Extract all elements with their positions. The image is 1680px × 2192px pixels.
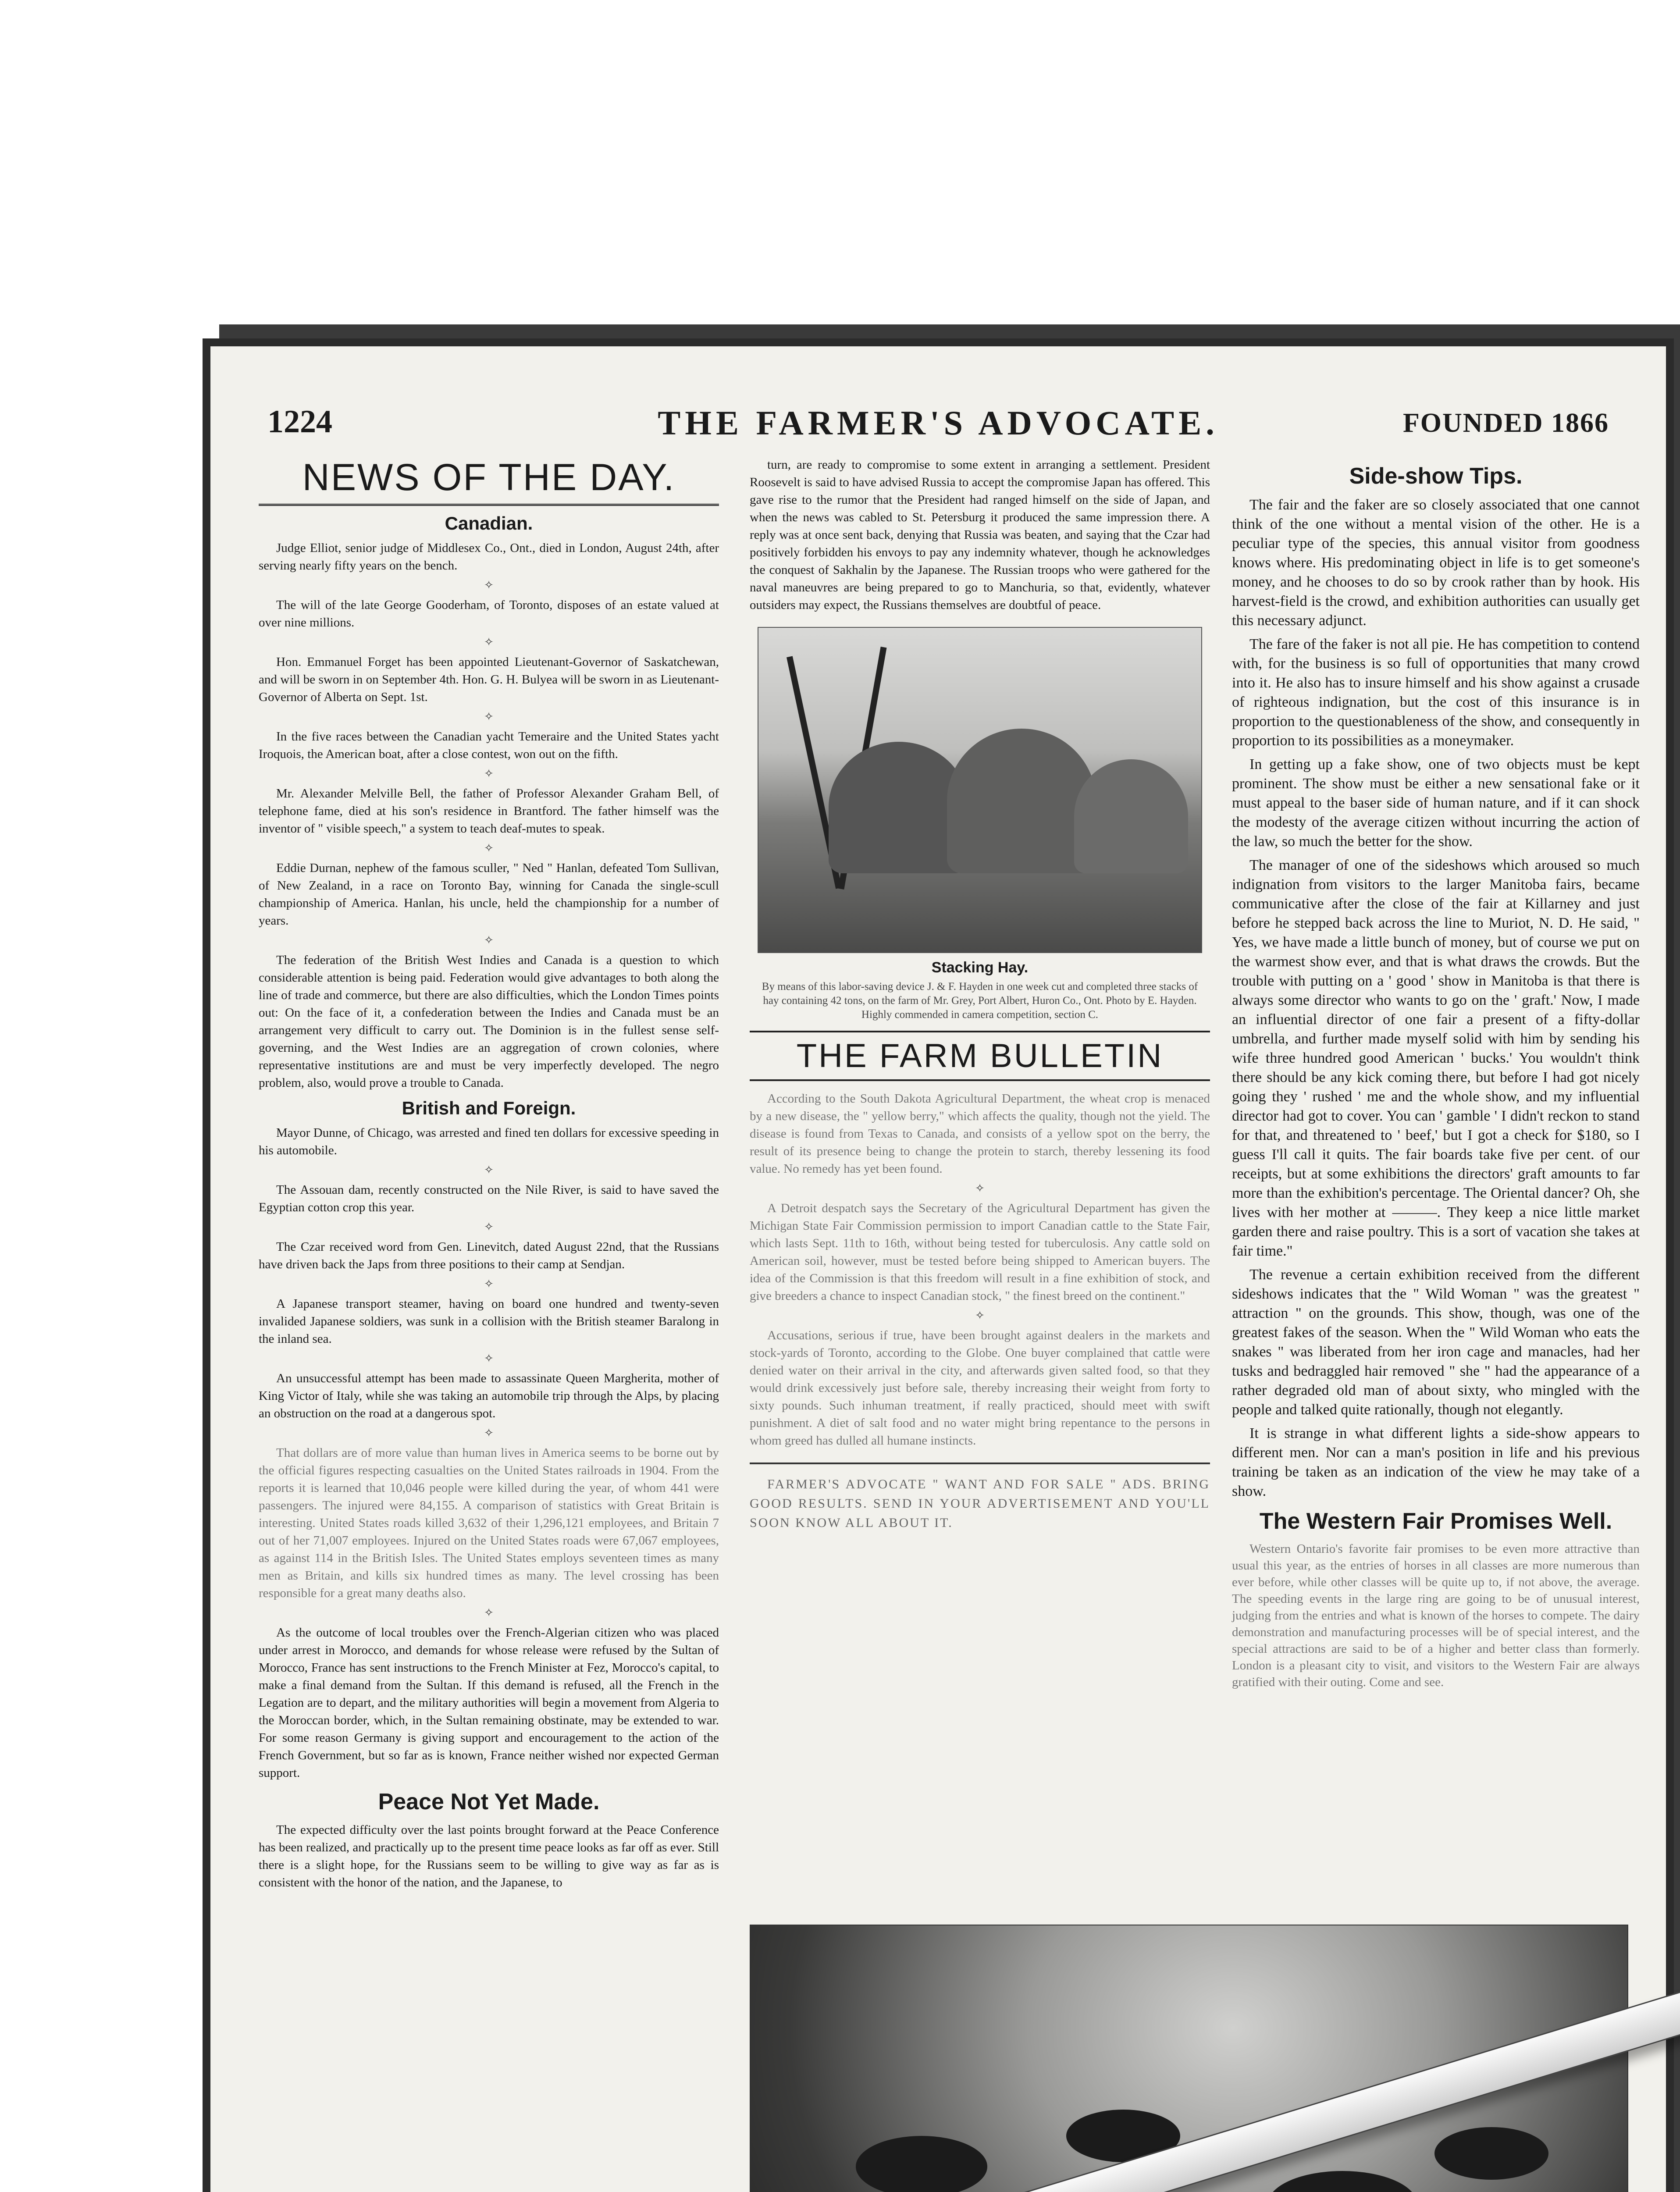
section-british-foreign: British and Foreign. xyxy=(402,1098,576,1118)
hay-stack xyxy=(1074,759,1188,873)
page-header xyxy=(267,403,1609,452)
ad-text: FARMER'S ADVOCATE " WANT AND FOR SALE " ADS. BRING GOOD RESULTS. SEND IN YOUR ADVERTISEMENT AND YOU'LL SOON KNOW ALL ABOUT IT. xyxy=(750,1477,1210,1530)
farm-bulletin-title: THE FARM BULLETIN xyxy=(796,1037,1164,1075)
separator: ✧ xyxy=(484,842,494,854)
separator: ✧ xyxy=(484,636,494,648)
hay-stack xyxy=(947,729,1096,873)
article-paragraph: The revenue a certain exhibition received from the different sideshows indicates that the " Wild Woman " was the greatest " attraction " on the grounds. This show, though, was one of the greatest fakes of the season. When the " Wild Woman who eats the snakes " was liberated from her iron cage and manacles, had her tusks and bedraggled hair removed " she " had the appearance of a rather degraded old man of about sixty, who mingled with the people and talked quite rationally, though not elegantly. xyxy=(1232,1267,1640,1418)
separator: ✧ xyxy=(484,1352,494,1365)
column-middle xyxy=(750,456,1210,1537)
column-news xyxy=(259,456,719,1896)
news-item: In the five races between the Canadian yacht Temeraire and the United States yacht Iroquois, the American boat, after a close contest, won out on the fifth. xyxy=(259,729,719,761)
news-item: That dollars are of more value than human lives in America seems to be borne out by the official figures respecting casualties on the United States railroads in 1904. From the reports it is learned that 10,046 people were killed during the year, of whom 441 were passengers. The injured were 84,155. A comparison of statistics with Great Britain is interesting. United States roads killed 3,632 of their 1,296,121 employees, and Britain 7 out of her 71,007 employees. Injured on the United States roads were 67,067 employees, as against 114 in the British Isles. The United States employs seventeen times as many men as Britain, and kills six hundred times as many. The level crossing has been responsible for a great many deaths also. xyxy=(259,1446,719,1600)
news-item: Eddie Durnan, nephew of the famous sculler, " Ned " Hanlan, defeated Tom Sullivan, of New Zealand, in a race on Toronto Bay, winning for Canada the single-scull championship of America. Hanlan, his uncle, held the championship for a number of years. xyxy=(259,861,719,928)
separator: ✧ xyxy=(484,1606,494,1619)
news-item: Mayor Dunne, of Chicago, was arrested and fined ten dollars for excessive speeding in his automobile. xyxy=(259,1126,719,1157)
separator: ✧ xyxy=(975,1309,985,1322)
news-item: turn, are ready to compromise to some extent in arranging a settlement. President Roosevelt is said to have advised Russia to accept the compromise Japan has offered. This gave rise to the rumor that the President had ranged himself on the side of Japan, and when the news was cabled to St. Petersburg it produced the same impression there. A reply was at once sent back, denying that Russia was beaten, and saying that the Czar had positively forbidden his envoys to pay any indemnity whatever, though he acknowledges the conquest of Sakhalin by the Japanese. The Russian troops who were gathered for the naval maneuvres are being prepared to go to Manchuria, so that, evidently, whatever outsiders may expect, the Russians themselves are doubtful of peace. xyxy=(750,458,1210,612)
separator: ✧ xyxy=(484,1221,494,1233)
stacking-hay-photo xyxy=(758,627,1202,953)
column-sideshow xyxy=(1232,456,1640,1695)
news-item: As the outcome of local troubles over the French-Algerian citizen who was placed under arrest in Morocco, and demands for whose release were refused by the Sultan of Morocco, France has sent instructions to the French Minister at Fez, Morocco's capital, to make a final demand from the Sultan. If this demand is refused, all the French in the Legation are to depart, and the military authorities will begin a movement from Algeria to the Moroccan border, which, in the Sultan remaining obstinate, may be extended to war. For some reason Germany is giving support and encouragement to the action of the French Government, but so far as is known, France neither wished nor expected German support. xyxy=(259,1626,719,1780)
photo-caption: By means of this labor-saving device J. & F. Hayden in one week cut and completed three stacks of hay containing 42 tons, on the farm of Mr. Grey, Port Albert, Huron Co., Ont. Photo by E. Hayden. Highly commended in camera competition, section C. xyxy=(762,981,1198,1021)
news-item: The will of the late George Gooderham, of Toronto, disposes of an estate valued at over nine millions. xyxy=(259,598,719,630)
separator: ✧ xyxy=(484,934,494,947)
separator: ✧ xyxy=(975,1182,985,1195)
western-fair-title: The Western Fair Promises Well. xyxy=(1259,1509,1612,1534)
news-item: The Czar received word from Gen. Linevitch, dated August 22nd, that the Russians have driven back the Japs from three positions to their camp at Sendjan. xyxy=(259,1240,719,1271)
bulletin-item: According to the South Dakota Agricultural Department, the wheat crop is menaced by a new disease, the " yellow berry," which affects the quality, though not the yield. The disease is found from Texas to Canada, and consists of a yellow spot on the berry, the result of its presence being to change the protein to starch, thereby lessening its food value. No remedy has yet been found. xyxy=(750,1092,1210,1176)
separator: ✧ xyxy=(484,1277,494,1290)
section-canadian: Canadian. xyxy=(445,513,533,534)
news-item: The expected difficulty over the last points brought forward at the Peace Conference has been realized, and practically up to the present time peace looks as far off as ever. Still there is a slight hope, for the Russians seem to be willing to give way as far as is consistent with the honor of the nation, and the Japanese, to xyxy=(259,1823,719,1890)
article-paragraph: It is strange in what different lights a side-show appears to different men. Nor can a man's position in life and his previous training be taken as an indication of the view he may take of a show. xyxy=(1232,1425,1640,1499)
separator: ✧ xyxy=(484,1427,494,1439)
article-paragraph: Western Ontario's favorite fair promises to be even more attractive than usual this year, as the entries of horses in all classes are more numerous than ever before, while other classes will be quite up to, if not above, the average. The speeding events in the large ring are going to be of unusual interest, judging from the entries and what is known of the horses to compete. The dairy demonstration and manufacturing processes will be of special interest, and the special attractions are said to be of a higher and better class than formerly. London is a pleasant city to visit, and visitors to the Western Fair are always gratified with their outing. Come and see. xyxy=(1232,1542,1640,1689)
farm-bulletin-banner xyxy=(750,1031,1210,1081)
news-item: An unsuccessful attempt has been made to assassinate Queen Margherita, mother of King Victor of Italy, while she was taking an automobile trip through the Alps, by placing an obstruction on the road at a dangerous spot. xyxy=(259,1371,719,1420)
article-paragraph: The fair and the faker are so closely associated that one cannot think of the one without a mental vision of the other. He is a peculiar type of the species, this annual visitor from goodness knows where. His predominating object in life is to get someone's money, and he chooses to do so by crook rather than by hook. His harvest-field is the crowd, and exhibition authorities can usually get this necessary adjunct. xyxy=(1232,497,1640,629)
news-item: The federation of the British West Indies and Canada is a question to which considerable attention is being paid. Federation would give advantages to both along the line of trade and commerce, but there are also difficulties, which the London Times points out: On the face of it, a confederation between the Indies and Canada must be an arrangement very difficult to carry out. The Dominion is in the fullest sense self-governing, and the West Indies are an aggregation of crown colonies, where representative institutions are and must be very imperfectly developed. The negro problem, also, would prove a trouble to Canada. xyxy=(259,953,719,1090)
news-item: Hon. Emmanuel Forget has been appointed Lieutenant-Governor of Saskatchewan, and will be sworn in on September 4th. Hon. G. H. Bulyea will be sworn in as Lieutenant-Governor of Alberta on Sept. 1st. xyxy=(259,655,719,704)
bulletin-item: Accusations, serious if true, have been brought against dealers in the markets and stock-yards of Toronto, according to the Globe. One buyer complained that cattle were denied water on their arrival in the city, and afterwards given salted food, so that they would drink excessively just before sale, thereby increasing their weight from forty to sixty pounds. Such inhuman treatment, if really practiced, should meet with swift punishment. A diet of salt food and no water might bring repentance to the persons in whom greed has dulled all humane instincts. xyxy=(750,1328,1210,1448)
newspaper-page xyxy=(210,346,1666,2192)
separator: ✧ xyxy=(484,579,494,591)
masthead: THE FARMER'S ADVOCATE. xyxy=(658,404,1219,442)
title-rule xyxy=(259,504,719,506)
bulletin-item: A Detroit despatch says the Secretary of the Agricultural Department has given the Michigan State Fair Commission permission to import Canadian cattle to the State Fair, which lasts Sept. 11th to 16th, without being tested for tuberculosis. Any cattle sold on American soil, however, must be tested before being shipped to American buyers. The idea of the Commission is that this freedom will result in a fine exhibition of stock, and give breeders a chance to inspect Canadian stock, " the finest breed on the continent." xyxy=(750,1201,1210,1303)
photo-hat xyxy=(856,2136,987,2192)
news-item: Mr. Alexander Melville Bell, the father of Professor Alexander Graham Bell, of telephone fame, died at his son's residence in Brantford. The father himself was the inventor of " visible speech," a system to teach deaf-mutes to speak. xyxy=(259,786,719,836)
founded-date: FOUNDED 1866 xyxy=(1402,408,1609,438)
separator: ✧ xyxy=(484,710,494,723)
article-paragraph: In getting up a fake show, one of two objects must be kept prominent. The show must be either a new sensational fake or it must appeal to the baser side of human nature, and if it can shock the modesty of the average citizen without incurring the action of the law, so much the better for the show. xyxy=(1232,756,1640,850)
news-item: A Japanese transport steamer, having on board one hundred and twenty-seven invalided Japanese soldiers, was sunk in a collision with the British steamer Baralong in the inland sea. xyxy=(259,1297,719,1346)
separator: ✧ xyxy=(484,1164,494,1176)
sideshow-title: Side-show Tips. xyxy=(1349,463,1523,489)
photo-hat xyxy=(1268,2171,1417,2192)
section-peace: Peace Not Yet Made. xyxy=(378,1789,600,1815)
page-number: 1224 xyxy=(267,404,332,440)
photo-title: Stacking Hay. xyxy=(931,959,1029,976)
photo-hat xyxy=(1434,2127,1548,2180)
article-paragraph: The fare of the faker is not all pie. He has competition to contend with, for the business is so full of opportunities that many crowd into it. He also has to insure himself and his show against a crusade of righteous indignation, but the cost of this insurance is in proportion to the questionableness of the show, and consequently in proportion to its possibilities as a moneymaker. xyxy=(1232,636,1640,749)
advertisement-notice xyxy=(750,1463,1210,1533)
news-item: The Assouan dam, recently constructed on the Nile River, is said to have saved the Egyptian cotton crop this year. xyxy=(259,1183,719,1214)
article-paragraph: The manager of one of the sideshows which aroused so much indignation from visitors to the larger Manitoba fairs, became communicative after the close of the fair at Killarney and just before he stepped back across the line to Muriot, N. D. He said, " Yes, we have made a little bunch of money, but of course we put on the warmest show ever, and that is what draws the crowds. But the trouble with putting on a ' good ' show in Manitoba is that there is always some director who wants to go on the ' graft.' Now, I made an influential director of one fair a present of a fifty-dollar umbrella, and further made myself solid with him by sending his wife three hundred good American ' bucks.' You wouldn't think there should be any kick coming there, but before I had got nicely going they ' rushed ' me and the whole show, and my influential director had got to cover. You can ' gamble ' I didn't reckon to stand for that, and threatened to ' beef,' but I got a check for $180, so I guess I'll call it quits. The fair boards take five per cent. of our receipts, but at some exhibitions the directors' graft amounts to far more than the exhibition's percentage. The Oriental dancer? Oh, she lives with her mother at ———. They keep a nice little market garden there and raise poultry. This is a sort of vacation she takes at fair time." xyxy=(1232,857,1640,1259)
news-title: NEWS OF THE DAY. xyxy=(302,456,676,498)
news-item: Judge Elliot, senior judge of Middlesex Co., Ont., died in London, August 24th, after serving nearly fifty years on the bench. xyxy=(259,541,719,573)
separator: ✧ xyxy=(484,767,494,780)
